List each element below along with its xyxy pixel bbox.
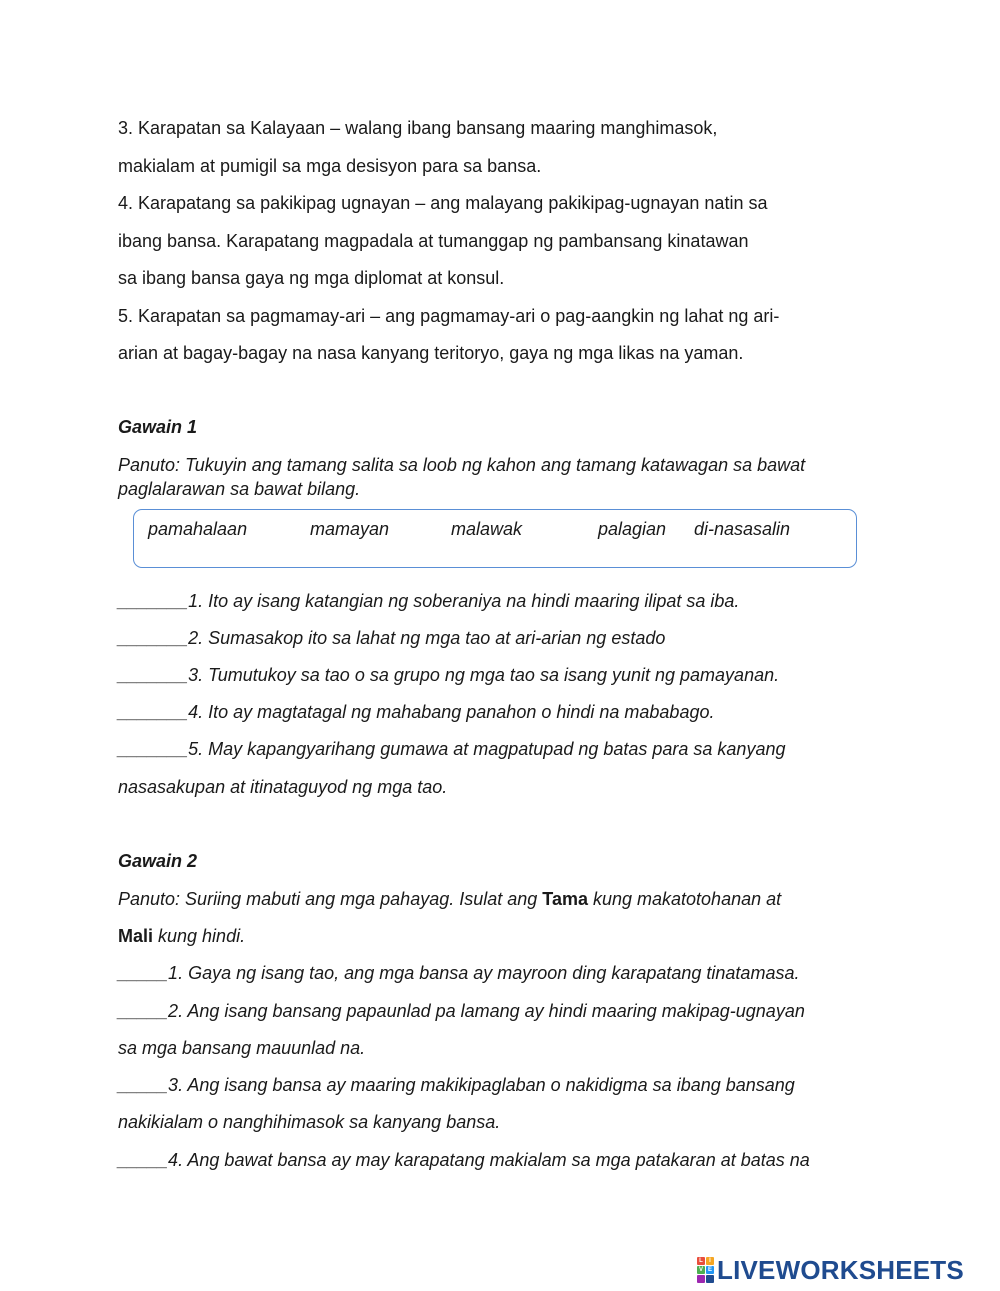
word-bank-item: malawak — [451, 519, 523, 539]
paragraph-line: arian at bagay-bagay na nasa kanyang teritoryo, gaya ng mga likas na yaman. — [118, 343, 744, 363]
gawain2-item-continued: sa mga bansang mauunlad na. — [118, 1038, 366, 1058]
gawain1-item[interactable]: _______2. Sumasakop ito sa lahat ng mga tao at ari-arian ng estado — [118, 628, 666, 648]
paragraph-line: sa ibang bansa gaya ng mga diplomat at konsul. — [118, 268, 505, 288]
word-bank-item: palagian — [598, 519, 667, 539]
gawain2-item[interactable]: _____2. Ang isang bansang papaunlad pa lamang ay hindi maaring makipag-ugnayan — [118, 1001, 805, 1021]
gawain2-instructions — [118, 926, 245, 947]
gawain2-item-continued: nakikialam o nanghihimasok sa kanyang bansa. — [118, 1112, 501, 1132]
gawain1-item[interactable]: _______1. Ito ay isang katangian ng soberaniya na hindi maaring ilipat sa iba. — [118, 591, 740, 611]
word-bank-item: pamahalaan — [148, 519, 248, 539]
paragraph-line: 3. Karapatan sa Kalayaan – walang ibang bansang maaring manghimasok, — [118, 118, 718, 138]
gawain1-title: Gawain 1 — [118, 417, 198, 437]
instr-text: kung makatotohanan at — [587, 889, 782, 909]
gawain2-item[interactable]: _____3. Ang isang bansa ay maaring makikipaglaban o nakidigma sa ibang bansang — [118, 1075, 795, 1095]
logo-icon-tile: I — [706, 1257, 714, 1265]
gawain2-item[interactable]: _____1. Gaya ng isang tao, ang mga bansa ay mayroon ding karapatang tinatamasa. — [118, 963, 800, 983]
gawain2-title: Gawain 2 — [118, 851, 198, 871]
gawain1-instructions: paglalarawan sa bawat bilang. — [118, 479, 361, 499]
liveworksheets-logo — [697, 1256, 964, 1284]
logo-icon-tile: E — [707, 1267, 712, 1273]
instr-mali: Mali — [118, 926, 154, 946]
logo-icon-tile: L — [697, 1257, 705, 1265]
instr-text: kung hindi. — [153, 926, 246, 946]
gawain2-instructions — [118, 889, 781, 910]
logo-icon-tile — [706, 1275, 714, 1283]
paragraph-line: ibang bansa. Karapatang magpadala at tumanggap ng pambansang kinatawan — [118, 231, 749, 251]
gawain1-item[interactable]: _______3. Tumutukoy sa tao o sa grupo ng mga tao sa isang yunit ng pamayanan. — [118, 665, 780, 685]
liveworksheets-wordmark: LIVEWORKSHEETS — [717, 1254, 964, 1285]
instr-tama: Tama — [542, 889, 588, 909]
paragraph-line: makialam at pumigil sa mga desisyon para sa bansa. — [118, 156, 542, 176]
word-bank-item: di-nasasalin — [694, 519, 791, 539]
gawain2-item[interactable]: _____4. Ang bawat bansa ay may karapatang makialam sa mga patakaran at batas na — [118, 1150, 810, 1170]
logo-icon-tile: V — [698, 1267, 703, 1273]
gawain1-item[interactable]: _______5. May kapangyarihang gumawa at magpatupad ng batas para sa kanyang — [118, 739, 786, 759]
liveworksheets-icon — [697, 1257, 714, 1283]
gawain1-item[interactable]: _______4. Ito ay magtatagal ng mahabang panahon o hindi na mababago. — [118, 702, 715, 722]
gawain1-instructions: Panuto: Tukuyin ang tamang salita sa loob ng kahon ang tamang katawagan sa bawat — [118, 455, 806, 475]
instr-text: Panuto: Suriing mabuti ang mga pahayag. Isulat ang — [118, 889, 543, 909]
gawain1-item-continued: nasasakupan at itinataguyod ng mga tao. — [118, 777, 448, 797]
word-bank-item: mamayan — [310, 519, 390, 539]
paragraph-line: 5. Karapatan sa pagmamay-ari – ang pagmamay-ari o pag-aangkin ng lahat ng ari- — [118, 306, 780, 326]
paragraph-line: 4. Karapatang sa pakikipag ugnayan – ang malayang pakikipag-ugnayan natin sa — [118, 193, 768, 213]
logo-icon-tile — [697, 1275, 705, 1283]
